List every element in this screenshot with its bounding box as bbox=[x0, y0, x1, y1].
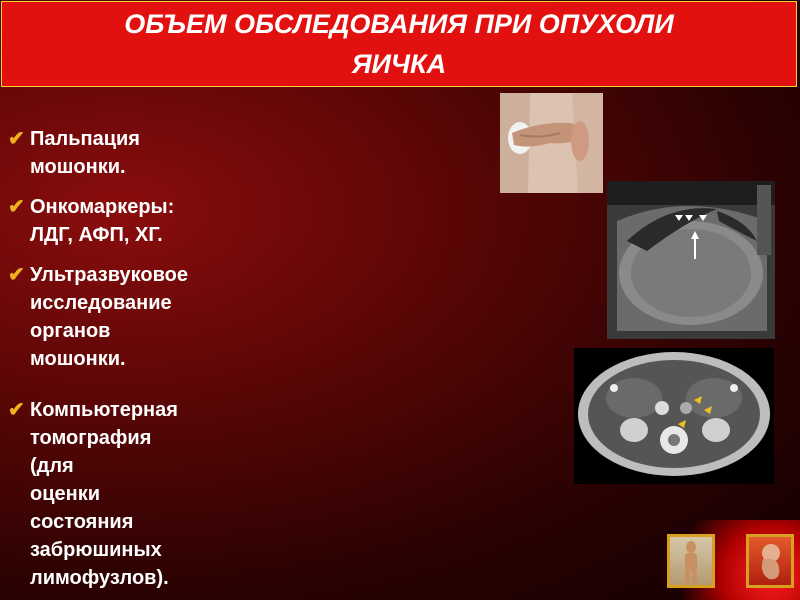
title-banner bbox=[1, 1, 797, 87]
bullet-text: Пальпация мошонки. bbox=[30, 128, 140, 178]
bullet-item bbox=[8, 261, 188, 373]
ultrasound-scan bbox=[607, 181, 775, 339]
checkmark-icon: ✔ bbox=[8, 399, 25, 421]
palpation-photo bbox=[500, 93, 603, 193]
checkmark-icon: ✔ bbox=[8, 128, 25, 150]
figure-icon bbox=[670, 537, 712, 585]
ct-scan bbox=[574, 348, 774, 484]
fetus-icon bbox=[749, 537, 791, 585]
bullet-text: Ультразвуковое исследование органов мошонки. bbox=[30, 264, 188, 370]
next-slide-button[interactable] bbox=[746, 534, 794, 588]
page-title: ОБЪЕМ ОБСЛЕДОВАНИЯ ПРИ ОПУХОЛИ ЯИЧКА bbox=[124, 9, 674, 79]
bullet-text: Компьютерная томография (для оценки состояния забрюшиных лимофузлов). bbox=[30, 399, 178, 589]
bullet-item bbox=[8, 193, 174, 249]
checkmark-icon: ✔ bbox=[8, 264, 25, 286]
bullet-item bbox=[8, 396, 178, 592]
nav-area bbox=[660, 520, 800, 600]
bullet-item bbox=[8, 125, 140, 181]
prev-slide-button[interactable] bbox=[667, 534, 715, 588]
bullet-text: Онкомаркеры: ЛДГ, АФП, ХГ. bbox=[30, 196, 175, 246]
checkmark-icon: ✔ bbox=[8, 196, 25, 218]
